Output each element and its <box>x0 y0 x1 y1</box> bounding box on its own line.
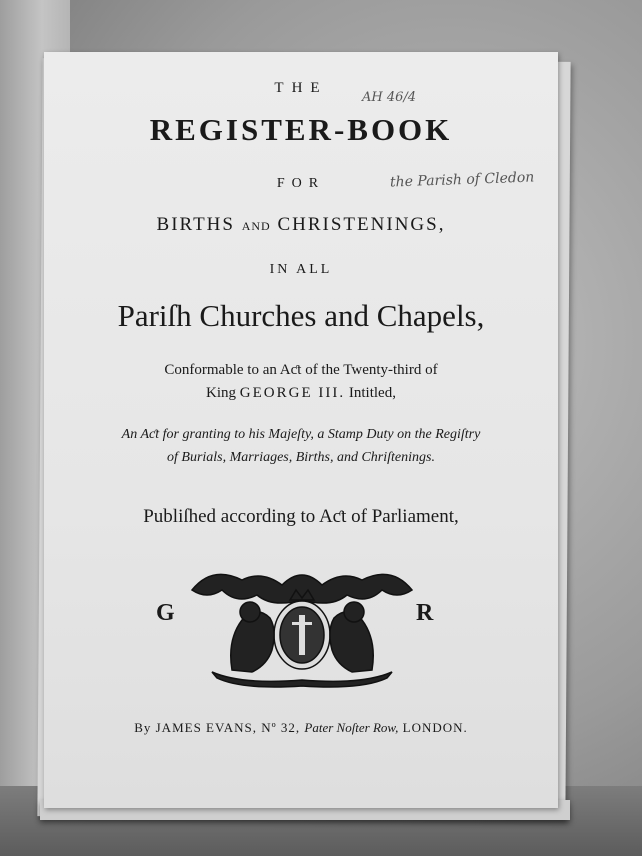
imprint-line <box>44 720 558 736</box>
main-title: REGISTER-BOOK <box>149 112 453 147</box>
imprint-city: LONDON. <box>402 720 468 735</box>
royal-coat-of-arms-icon <box>172 560 432 690</box>
title-the: THE <box>274 80 328 96</box>
king-word: King <box>206 385 237 401</box>
conformable-line-1: Conformable to an Aƈt of the Twenty-third of <box>164 362 438 378</box>
published-line: Publiſhed according to Aƈt of Parliament, <box>143 506 459 527</box>
and-word: AND <box>241 219 271 233</box>
handwritten-parish-note: the Parish of Cledon <box>389 169 535 191</box>
in-all-line: IN ALL <box>269 262 333 277</box>
george-name: GEORGE III. <box>239 385 346 401</box>
conformable-line-2 <box>44 385 558 402</box>
imprint-street: Pater Noſter Row, <box>304 720 399 735</box>
parish-line: Pariſh Churches and Chapels, <box>117 298 485 333</box>
handwritten-shelfmark: AH 46/4 <box>362 90 417 105</box>
christenings-word: CHRISTENINGS, <box>277 214 446 235</box>
births-line <box>44 214 558 236</box>
title-page <box>44 52 558 808</box>
act-line-1: An Aƈt for granting to his Majeſty, a Stamp Duty on the Regiſtry <box>121 427 481 442</box>
act-line-2: of Burials, Marriages, Births, and Chriſtenings. <box>167 450 435 465</box>
cipher-g: G <box>156 600 175 626</box>
intitled-word: Intitled, <box>348 385 396 401</box>
births-word: BIRTHS <box>156 214 235 235</box>
imprint-by: By JAMES EVANS, Nº 32, <box>134 720 301 735</box>
cipher-r: R <box>416 600 434 626</box>
title-for: FOR <box>276 176 326 191</box>
